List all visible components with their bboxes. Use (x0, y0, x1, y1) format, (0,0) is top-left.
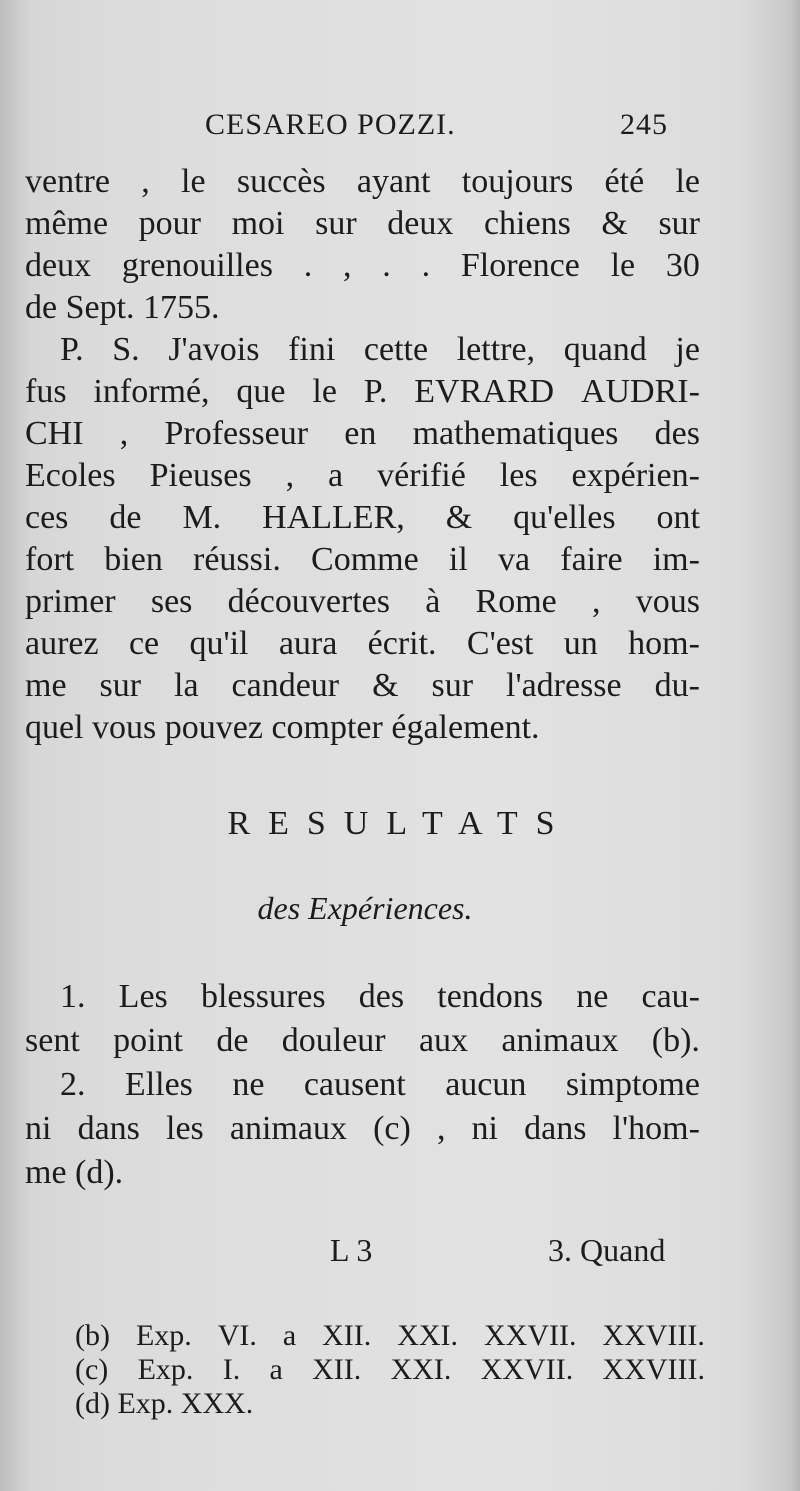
word: candeur (231, 667, 340, 704)
word: le (181, 163, 206, 200)
word: . (303, 247, 313, 284)
page-number: 245 (620, 108, 668, 141)
word: chiens (483, 205, 571, 242)
word: été (604, 163, 645, 200)
word: blessures (200, 978, 326, 1015)
word: les (499, 457, 538, 494)
word: la (174, 667, 199, 704)
word: à (425, 583, 441, 620)
word: le (312, 373, 337, 410)
word: fini (288, 331, 336, 368)
word: J'avois (168, 331, 260, 368)
result-line (60, 975, 700, 1019)
text-line (25, 664, 700, 708)
word: sur (658, 205, 700, 242)
text-line: de Sept. 1755. (25, 289, 220, 326)
word: , (436, 1110, 446, 1147)
word: . (421, 247, 431, 284)
text-line (25, 160, 700, 204)
text-line (25, 202, 700, 246)
word: CHI (25, 415, 84, 452)
word: ne (576, 978, 609, 1015)
word: Exp. (135, 1319, 192, 1352)
word: XII. (312, 1353, 362, 1386)
word: EVRARD (414, 373, 555, 410)
word: & (601, 205, 628, 242)
word: a (282, 1319, 297, 1352)
word: XXVII. (484, 1319, 577, 1352)
word: animaux (229, 1110, 347, 1147)
text-line (25, 538, 700, 582)
word: des (654, 415, 700, 452)
word: même (25, 205, 109, 242)
section-subheading: des Expériences. (257, 890, 473, 926)
word: P. (60, 331, 84, 368)
word: ventre (25, 163, 110, 200)
word: expérien- (571, 457, 700, 494)
word: cette (363, 331, 429, 368)
text-line (25, 454, 700, 498)
signature-mark: L 3 (330, 1232, 373, 1268)
word: les (166, 1110, 204, 1147)
word: XII. (322, 1319, 372, 1352)
text-line (25, 622, 700, 666)
word: ni (25, 1110, 52, 1147)
word: Elles (124, 1066, 193, 1103)
result-line (60, 1063, 700, 1107)
word: lettre, (456, 331, 536, 368)
word: XXI. (390, 1353, 452, 1386)
word: point (113, 1022, 184, 1059)
word: des (358, 978, 405, 1015)
word: de (216, 1022, 249, 1059)
word: va (497, 541, 531, 578)
word: Rome (475, 583, 557, 620)
text-line (25, 244, 700, 288)
footnote (75, 1352, 705, 1388)
word: faire (560, 541, 623, 578)
word: hom- (628, 625, 700, 662)
word: , (141, 163, 150, 200)
word: (c) (373, 1110, 411, 1147)
text-line: quel vous pouvez compter également. (25, 709, 540, 746)
word: deux (25, 247, 92, 284)
text-line (25, 412, 700, 456)
word: S. (112, 331, 140, 368)
word: Comme (311, 541, 419, 578)
word: succès (236, 163, 326, 200)
word: qu'elles (513, 499, 616, 536)
section-heading: RESULTATS (227, 805, 573, 842)
word: causent (303, 1066, 406, 1103)
word: aucun (445, 1066, 527, 1103)
word: 2. (60, 1066, 86, 1103)
word: a (328, 457, 344, 494)
word: le (610, 247, 636, 284)
word: tendons (437, 978, 544, 1015)
word: il (448, 541, 468, 578)
word: Professeur (164, 415, 309, 452)
word: AUDRI- (580, 373, 700, 410)
word: que (236, 373, 286, 410)
word: fort (25, 541, 75, 578)
word: bien (104, 541, 163, 578)
word: ces (25, 499, 69, 536)
text-line (25, 496, 700, 540)
word: ayant (356, 163, 431, 200)
word: découvertes (227, 583, 391, 620)
word: me (25, 667, 67, 704)
word: grenouilles (121, 247, 273, 284)
word: (c) (75, 1353, 109, 1386)
footnote: (d) Exp. XXX. (75, 1387, 254, 1420)
word: I. (222, 1353, 241, 1386)
word: 30 (665, 247, 700, 284)
word: vous (635, 583, 700, 620)
word: ont (656, 499, 700, 536)
footnote (75, 1318, 705, 1354)
word: dans (524, 1110, 587, 1147)
word: l'adresse (506, 667, 622, 704)
word: moi (231, 205, 285, 242)
word: fus (25, 373, 67, 410)
running-title: CESAREO POZZI. (205, 108, 456, 141)
word: sur (315, 205, 357, 242)
word: aura (278, 625, 338, 662)
word: le (675, 163, 700, 200)
word: , (343, 247, 352, 284)
word: simptome (565, 1066, 700, 1103)
word: ses (150, 583, 193, 620)
running-header (0, 108, 800, 148)
word: XXI. (397, 1319, 459, 1352)
word: sur (431, 667, 474, 704)
catchword: 3. Quand (548, 1232, 666, 1268)
word: VI. (217, 1319, 257, 1352)
result-line (25, 1019, 700, 1063)
word: animaux (501, 1022, 619, 1059)
word: , (285, 457, 295, 494)
word: ce (128, 625, 160, 662)
word: , (119, 415, 129, 452)
text-line (25, 580, 700, 624)
word: informé, (93, 373, 210, 410)
word: douleur (281, 1022, 386, 1059)
text-line (25, 370, 700, 414)
word: primer (25, 583, 116, 620)
word: deux (387, 205, 454, 242)
word: pour (138, 205, 201, 242)
word: Pieuses (149, 457, 252, 494)
word: sent (25, 1022, 80, 1059)
word: ne (232, 1066, 265, 1103)
word: aurez (25, 625, 99, 662)
word: im- (652, 541, 700, 578)
word: Florence (460, 247, 580, 284)
word: P. (363, 373, 388, 410)
result-line: me (d). (25, 1154, 124, 1191)
word: vérifié (377, 457, 466, 494)
word: réussi. (193, 541, 281, 578)
word: du- (654, 667, 700, 704)
result-line (25, 1107, 700, 1151)
word: . (382, 247, 391, 284)
word: qu'il (189, 625, 249, 662)
word: en (344, 415, 377, 452)
word: XXVIII. (602, 1353, 705, 1386)
word: Exp. (137, 1353, 194, 1386)
word: cau- (641, 978, 700, 1015)
word: ni (471, 1110, 498, 1147)
word: toujours (461, 163, 574, 200)
word: M. (182, 499, 222, 536)
word: (b) (75, 1319, 110, 1352)
word: dans (77, 1110, 140, 1147)
word: quand (563, 331, 647, 368)
word: HALLER, (262, 499, 405, 536)
word: un (563, 625, 598, 662)
word: XXVIII. (602, 1319, 705, 1352)
word: (b). (651, 1022, 700, 1059)
word: C'est (466, 625, 534, 662)
word: de (109, 499, 142, 536)
word: l'hom- (612, 1110, 700, 1147)
word: & (445, 499, 473, 536)
word: je (675, 331, 700, 368)
word: Ecoles (25, 457, 116, 494)
word: Les (118, 978, 168, 1015)
word: sur (99, 667, 142, 704)
word: écrit. (367, 625, 437, 662)
word: mathematiques (412, 415, 619, 452)
word: & (372, 667, 399, 704)
word: aux (418, 1022, 469, 1059)
word: 1. (60, 978, 86, 1015)
word: a (269, 1353, 283, 1386)
word: , (591, 583, 601, 620)
word: XXVII. (480, 1353, 574, 1386)
text-line (60, 328, 700, 372)
